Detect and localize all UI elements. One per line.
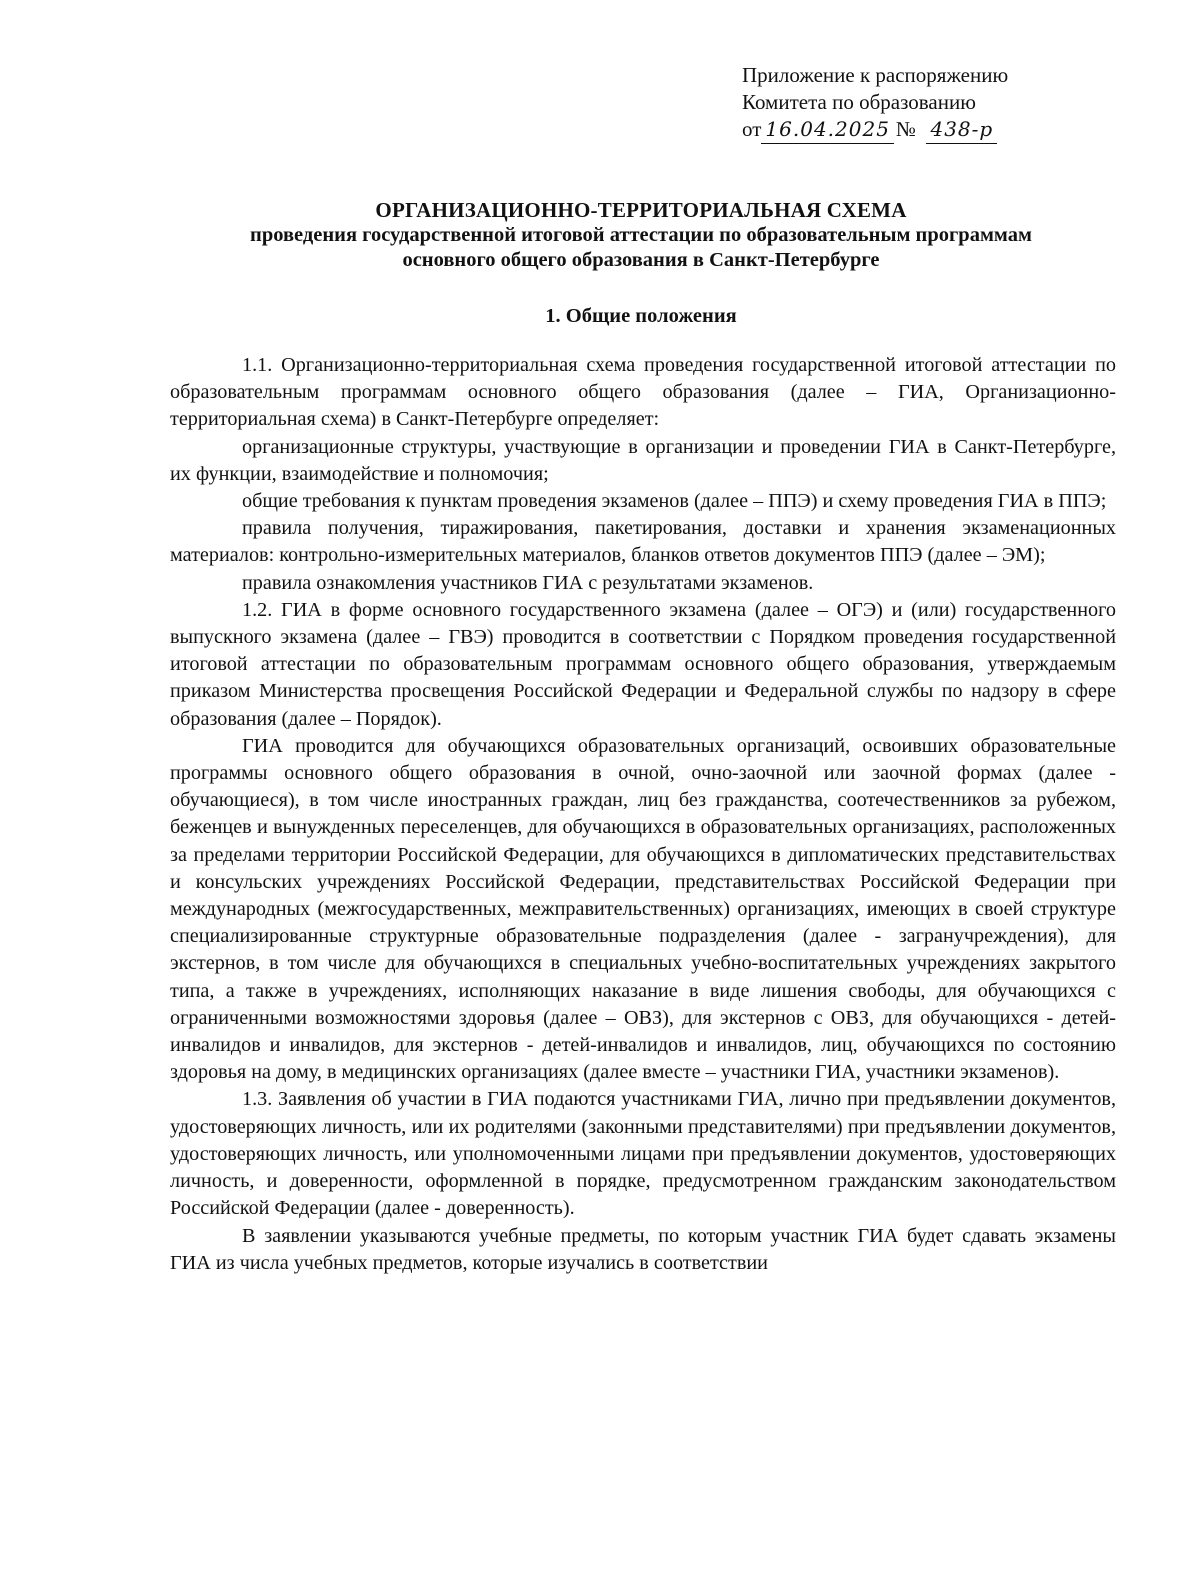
paragraph: правила получения, тиражирования, пакетирования, доставки и хранения экзаменационных материалов: контрольно-измерительных материалов, бланков ответов документов ППЭ (далее – ЭМ); (170, 517, 1116, 567)
document-title (168, 198, 1114, 273)
appendix-header (742, 62, 1162, 144)
paragraph: В заявлении указываются учебные предметы, по которым участник ГИА будет сдавать экзамены ГИА из числа учебных предметов, которые изучались в соответствии (170, 1224, 1116, 1274)
appendix-line-1: Приложение к распоряжению (742, 63, 1009, 87)
appendix-date-line (742, 116, 1162, 144)
number-label: № (895, 117, 916, 141)
paragraph: 1.1. Организационно-территориальная схема проведения государственной итоговой аттестации по образовательным программам основного общего образования (далее – ГИА, Организационно-территориальная схема) в Санкт-Петербурге определяет: (170, 354, 1116, 431)
title-line-3: основного общего образования в Санкт-Петербурге (402, 249, 880, 271)
title-line-2: проведения государственной итоговой аттестации по образовательным программам (250, 224, 1032, 246)
paragraph: организационные структуры, участвующие в организации и проведении ГИА в Санкт-Петербурге, их функции, взаимодействие и полномочия; (170, 435, 1116, 485)
handwritten-number: 438-р (926, 116, 997, 144)
appendix-line-2: Комитета по образованию (742, 90, 976, 114)
paragraph: 1.2. ГИА в форме основного государственного экзамена (далее – ОГЭ) и (или) государственного выпускного экзамена (далее – ГВЭ) проводится в соответствии с Порядком проведения государственной итоговой аттестации по образовательным программам основного общего образования, утверждаемым приказом Министерства просвещения Российской Федерации и Федеральной службы по надзору в сфере образования (далее – Порядок). (170, 598, 1116, 730)
paragraph: правила ознакомления участников ГИА с результатами экзаменов. (242, 571, 814, 594)
section-heading: 1. Общие положения (545, 305, 737, 327)
paragraph: ГИА проводится для обучающихся образовательных организаций, освоивших образовательные программы основного общего образования в очной, очно-заочной или заочной формах (далее - обучающиеся), в том числе иностранных граждан, лиц без гражданства, соотечественников за рубежом, беженцев и вынужденных переселенцев, для обучающихся в образовательных организациях, расположенных за пределами территории Российской Федерации, для обучающихся в дипломатических представительствах и консульских учреждениях Российской Федерации, представительствах Российской Федерации при международных (межгосударственных, межправительственных) организациях, имеющих в своей структуре специализированные структурные образовательные подразделения (далее - загранучреждения), для экстернов, в том числе для обучающихся в специальных учебно-воспитательных учреждениях закрытого типа, а также в учреждениях, исполняющих наказание в виде лишения свободы, для обучающихся с ограниченными возможностями здоровья (далее – ОВЗ), для экстернов с ОВЗ, для обучающихся - детей-инвалидов и инвалидов, для экстернов - детей-инвалидов и инвалидов, лиц, обучающихся по состоянию здоровья на дому, в медицинских организациях (далее вместе – участники ГИА, участники экзаменов). (170, 734, 1116, 1084)
document-body (170, 352, 1116, 1277)
title-line-1: ОРГАНИЗАЦИОННО-ТЕРРИТОРИАЛЬНАЯ СХЕМА (375, 198, 907, 222)
paragraph: 1.3. Заявления об участии в ГИА подаются участниками ГИА, лично при предъявлении документов, удостоверяющих личность, или их родителями (законными представителями) при предъявлении документов, удостоверяющих личность, или уполномоченными лицами при предъявлении документов, удостоверяющих личность, и доверенности, оформленной в порядке, предусмотренном гражданским законодательством Российской Федерации (далее - доверенность). (170, 1088, 1116, 1220)
paragraph: общие требования к пунктам проведения экзаменов (далее – ППЭ) и схему проведения ГИА в ППЭ; (242, 490, 1107, 513)
handwritten-date: 16.04.2025 (761, 116, 894, 144)
from-label: от (742, 117, 762, 141)
